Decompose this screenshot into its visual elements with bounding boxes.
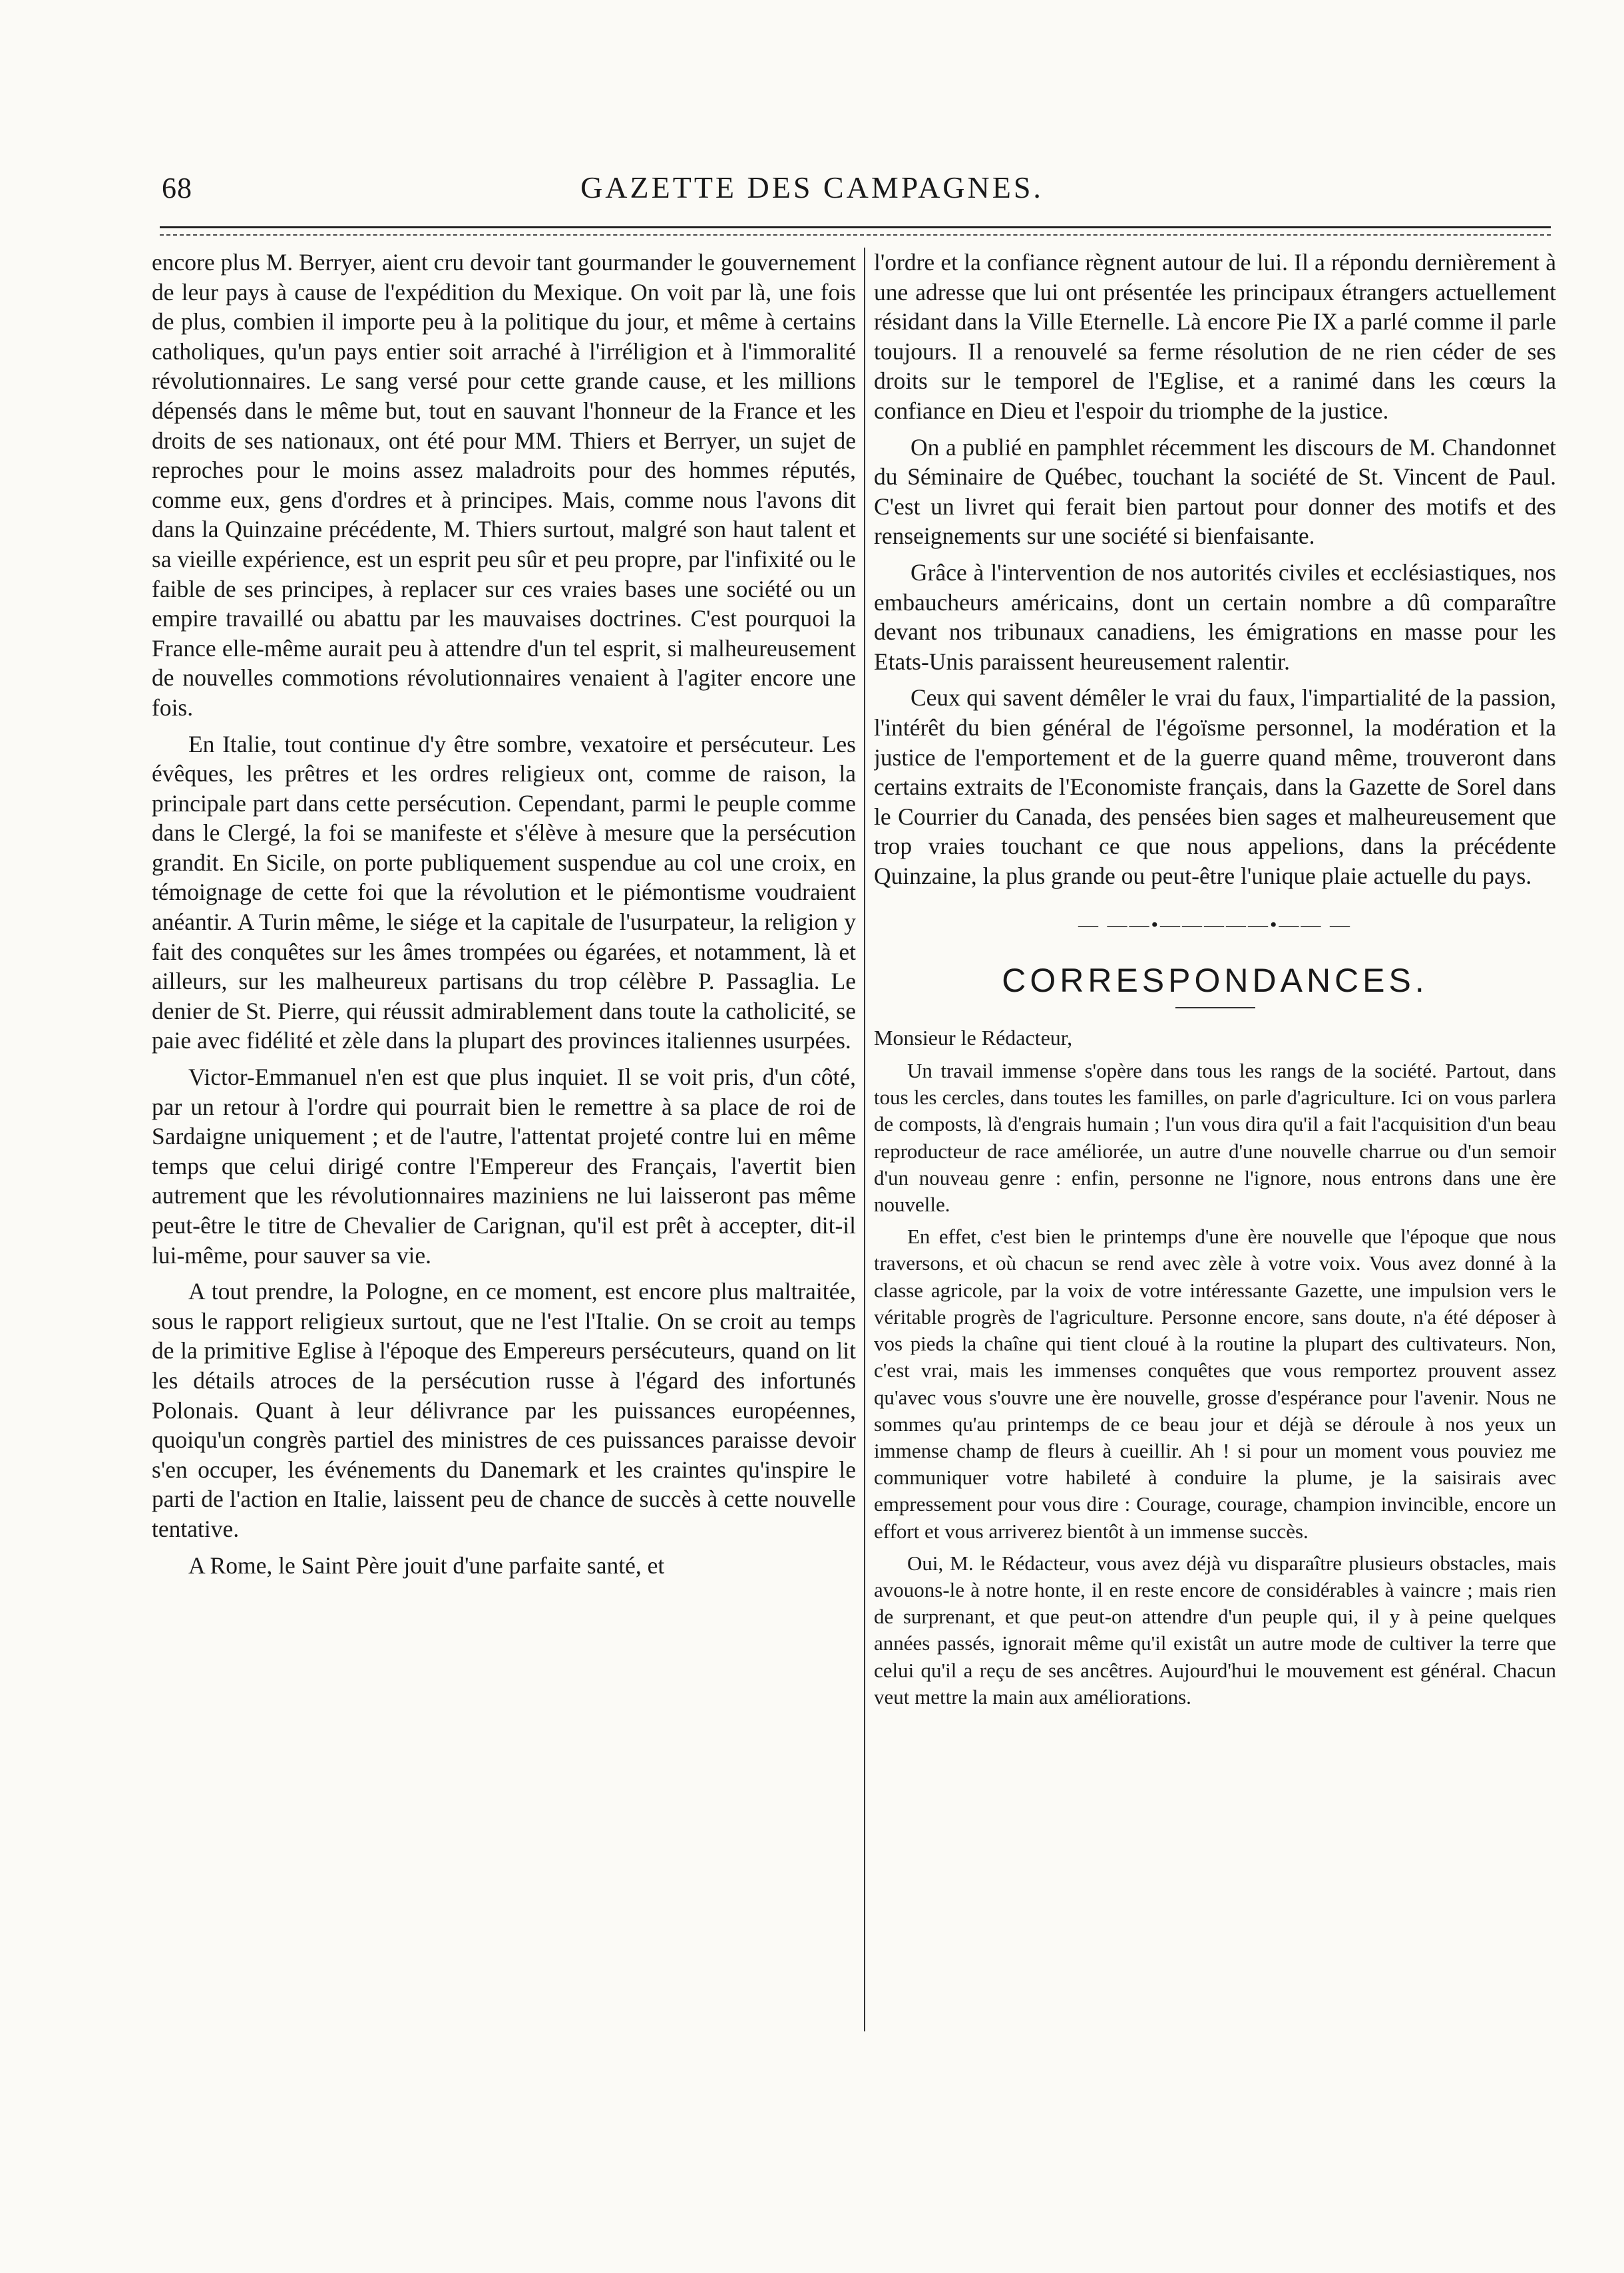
heading-rule: [1175, 1007, 1255, 1008]
page-number: 68: [162, 172, 192, 204]
letter-paragraph-3: Oui, M. le Rédacteur, vous avez déjà vu disparaître plusieurs obstacles, mais avouons-le à notre honte, il en reste encore de considérables à vaincre ; mais rien de surprenant, et que peut-on attendre d'un peuple qui, il y à peine quelques années passés, ignorait même qu'il existât un autre mode de cultiver la terre que celui qu'il a reçu de ses ancêtres. Aujourd'hui le mouvement est général. Chacun veut mettre la main aux améliorations.: [874, 1551, 1556, 1709]
right-paragraph-3: Grâce à l'intervention de nos autorités civiles et ecclésiastiques, nos embaucheurs américains, dont un certain nombre a dû comparaître devant nos tribunaux canadiens, les émigrations en masse pour les Etats-Unis paraissent heureusement ralentir.: [874, 558, 1556, 675]
letter-paragraph-1: Un travail immense s'opère dans tous les rangs de la société. Partout, dans tous les cercles, dans toutes les familles, on parle d'agriculture. Ici on vous parlera de composts, là d'engrais humain ; l'un vous dira qu'il a fait l'acquisition d'un beau reproducteur de race améliorée, un autre d'une nouvelle charrue ou d'un semoir d'un nouveau genre : enfin, personne ne l'ignore, nous entrons dans une ère nouvelle.: [874, 1059, 1556, 1217]
right-paragraph-2: On a publié en pamphlet récemment les discours de M. Chandonnet du Séminaire de Québec, touchant la société de St. Vincent de Paul. C'est un livret qui ferait bien partout pour donner des motifs et des renseignements sur une société si bienfaisante.: [874, 433, 1556, 550]
left-paragraph-2: En Italie, tout continue d'y être sombre, vexatoire et persécuteur. Les évêques, les prêtres et les ordres religieux ont, comme de raison, la principale part dans cette persécution. Cependant, parmi le peuple comme dans le Clergé, la foi se manifeste et s'élève à mesure que la persécution grandit. En Sicile, on porte publiquement suspendue au col une croix, en témoignage de cette foi que la révolution et le piémontisme voudraient anéantir. A Turin même, le siége et la capitale de l'usurpateur, la religion y fait des conquêtes sur les âmes trompées ou égarées, et notamment, là et ailleurs, sur les malheureux partisans du trop célèbre P. Passaglia. Le denier de St. Pierre, qui réussit admirablement dans toute la catholicité, se paie avec fidélité et zèle dans la plupart des provinces italiennes usurpées.: [152, 730, 856, 1054]
left-paragraph-3: Victor-Emmanuel n'en est que plus inquiet. Il se voit pris, d'un côté, par un retour à l'ordre qui pourrait bien le remettre à sa place de roi de Sardaigne uniquement ; et de l'autre, l'attentat projeté contre lui en même temps que celui dirigé contre l'Empereur des Français, l'avertit bien autrement que les révolutionnaires maziniens ne lui laisseront pas même peut-être le titre de Chevalier de Carignan, qu'il est prêt à accepter, dit-il lui-même, pour sauver sa vie.: [152, 1064, 856, 1269]
right-paragraph-1: l'ordre et la confiance règnent autour de lui. Il a répondu dernièrement à une adresse que lui ont présentée les principaux étrangers actuellement résidant dans la Ville Eternelle. Là encore Pie IX a parlé comme il parle toujours. Il a renouvelé sa ferme résolution de ne rien céder de ses droits sur le temporel de l'Eglise, et a ranimé dans les cœurs la confiance en Dieu et l'espoir du triomphe de la justice.: [874, 249, 1556, 424]
letter-paragraph-2: En effet, c'est bien le printemps d'une ère nouvelle que l'époque que nous traversons, et où chacun se rend avec zèle à votre voix. Vous avez donné à la classe agricole, par la voix de votre intéressante Gazette, une impulsion vers le véritable progrès de l'agriculture. Personne encore, sans doute, n'a été déposer à vos pieds la chaîne qui tient cloué à la routine la plupart des cultivateurs. Non, c'est vrai, mais les immenses conquêtes que vous remportez prouvent assez qu'avec vous s'ouvre une ère nouvelle, grosse d'espérance pour l'avenir. Nous ne sommes qu'au printemps de ce beau jour et déjà se déroule à nos yeux un immense champ de fleurs à cueillir. Ah ! si pour un moment vous pouviez me communiquer votre habileté à conduire la plume, je la saisirais avec empressement pour vous dire : Courage, courage, champion invincible, encore un effort et vous arriverez bientôt à un immense succès.: [874, 1225, 1556, 1543]
header-rule: [160, 226, 1551, 228]
letter-salutation: Monsieur le Rédacteur,: [874, 1026, 1073, 1050]
section-heading: CORRESPONDANCES.: [1002, 962, 1428, 1000]
right-paragraph-4: Ceux qui savent démêler le vrai du faux, l'impartialité de la passion, l'intérêt du bien général de l'égoïsme personnel, la modération et la justice de l'emportement et de la guerre quand même, trouveront dans certains extraits de l'Economiste français, dans la Gazette de Sorel dans le Courrier du Canada, des pensées bien sages et malheureusement que trop vraies touchant ce que nous appelions, dans la précédente Quinzaine, la plus grande ou peut-être l'unique plaie actuelle du pays.: [874, 684, 1556, 889]
header-rule-dashed: [160, 234, 1551, 236]
right-column: [874, 248, 1556, 2061]
running-title: GAZETTE DES CAMPAGNES.: [580, 170, 1044, 204]
left-paragraph-1: encore plus M. Berryer, aient cru devoir tant gourmander le gouvernement de leur pays à cause de l'expédition du Mexique. On voit par là, une fois de plus, combien il importe peu à la politique du jour, et même à certains catholiques, qu'un pays entier soit arraché à l'irréligion et à l'immoralité révolutionnaires. Le sang versé pour cette grande cause, et les millions dépensés dans le même but, tout en sauvant l'honneur de la France et les droits de ses nationaux, ont été pour MM. Thiers et Berryer, un sujet de reproches pour le moins assez maladroits pour des hommes réputés, comme eux, gens d'ordres et à principes. Mais, comme nous l'avons dit dans la Quinzaine précédente, M. Thiers surtout, malgré son haut talent et sa vieille expérience, est un esprit peu sûr et peu propre, par l'infixité ou le faible de ses principes, à replacer sur ces vraies bases une société ou un empire travaillé ou abattu par les mauvaises doctrines. C'est pourquoi la France elle-même aurait peu à attendre d'un tel esprit, si malheureusement de nouvelles commotions révolutionnaires venaient à l'agiter encore une fois.: [152, 249, 856, 721]
column-divider: [864, 248, 865, 2031]
letter-body: [874, 1058, 1556, 1711]
left-paragraph-5: A Rome, le Saint Père jouit d'une parfaite santé, et: [188, 1551, 665, 1579]
left-column: [152, 248, 856, 2061]
section-ornament: — ——•—————•—— —: [1078, 914, 1352, 936]
left-paragraph-4: A tout prendre, la Pologne, en ce moment, est encore plus maltraitée, sous le rapport religieux surtout, que ne l'est l'Italie. On se croit au temps de la primitive Eglise à l'époque des Empereurs persécuteurs, quand on lit les détails atroces de la persécution russe à l'égard des infortunés Polonais. Quant à leur délivrance par les puissances européennes, quoiqu'un congrès partiel des ministres de ces puissances paraisse devoir s'en occuper, les événements du Danemark et les craintes qu'inspire le parti de l'action en Italie, laissent peu de chance de succès à cette nouvelle tentative.: [152, 1278, 856, 1542]
